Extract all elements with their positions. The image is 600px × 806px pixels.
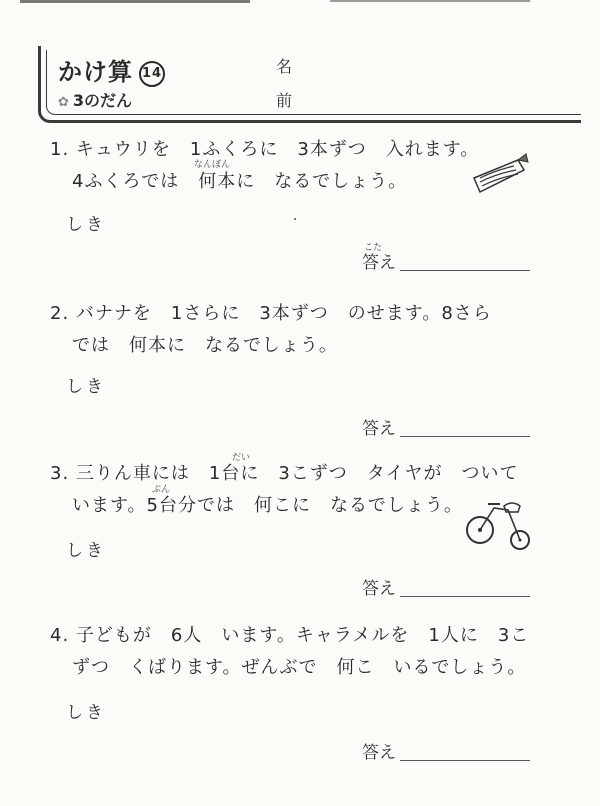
answer-label: 答え xyxy=(362,579,396,599)
problem-text-line: 4. 子どもが 6人 います。キャラメルを 1人に 3こ xyxy=(50,625,530,646)
problem-4 xyxy=(50,620,540,684)
shiki-label: しき xyxy=(66,377,106,397)
subtitle xyxy=(58,88,132,111)
top-rule xyxy=(330,0,530,2)
problem-text-line: 2. バナナを 1さらに 3本ずつ のせます。8さら xyxy=(50,303,492,324)
problem-text-line: ずつ くばります。ぜんぶで 何こ いるでしょう。 xyxy=(72,657,527,678)
answer-line xyxy=(400,596,530,597)
speck xyxy=(294,218,296,220)
problem-text-line: 1. キュウリを 1ふくろに 3本ずつ 入れます。 xyxy=(50,139,480,160)
problem-text-line: 3. 三りん車には 1台に 3こずつ タイヤが ついて xyxy=(50,463,519,484)
answer-line xyxy=(400,270,530,271)
furigana: なんぼん xyxy=(194,160,231,170)
subtitle-text: 3のだん xyxy=(72,91,133,110)
page-title xyxy=(58,52,165,87)
name-label-1: 名 xyxy=(276,57,293,76)
problem-text-line: では 何本に なるでしょう。 xyxy=(72,335,338,356)
problem-text-line: 4ふくろでは 何本に なるでしょう。 xyxy=(72,171,408,192)
answer-line xyxy=(400,760,530,761)
furigana: こた xyxy=(364,243,383,253)
cucumber-bag-icon xyxy=(466,148,534,204)
top-rule xyxy=(20,0,250,3)
title-number-badge: 14 xyxy=(139,61,165,87)
problem-text-line: います。5台分では 何こに なるでしょう。 xyxy=(72,495,463,516)
furigana: ぶん xyxy=(152,485,171,495)
answer-line xyxy=(400,436,530,437)
tricycle-icon xyxy=(464,496,534,552)
shiki-label: しき xyxy=(66,703,106,723)
name-label-2: 前 xyxy=(276,91,293,110)
answer-label: 答え xyxy=(362,253,396,273)
answer-label: 答え xyxy=(362,419,396,439)
furigana: だい xyxy=(232,453,251,463)
problem-2 xyxy=(50,298,540,362)
answer-label: 答え xyxy=(362,743,396,763)
title-text: かけ算 xyxy=(58,58,133,86)
shiki-label: しき xyxy=(66,215,106,235)
flower-icon: ✿ xyxy=(58,95,69,110)
shiki-label: しき xyxy=(66,541,106,561)
